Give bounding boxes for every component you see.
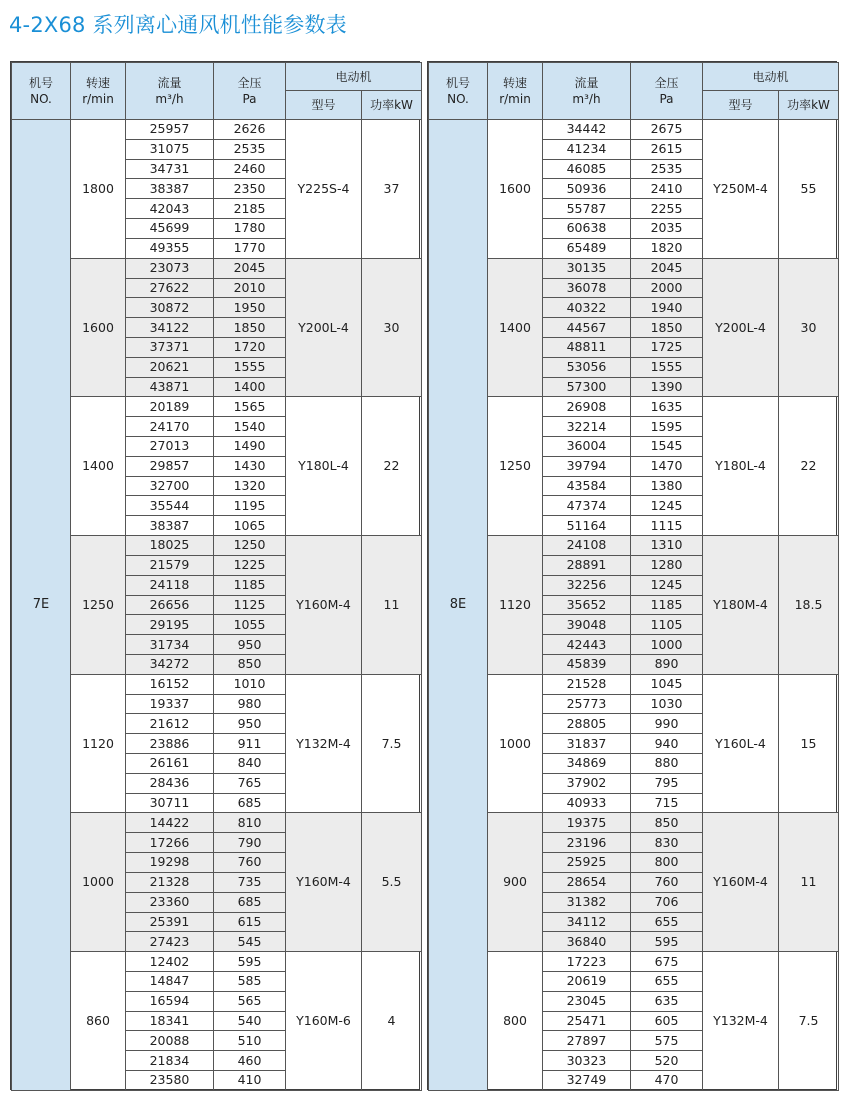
flow-cell: 16152 xyxy=(126,674,214,694)
header-machine-no: 机号 NO. xyxy=(12,63,71,120)
motor-model-cell: Y180M-4 xyxy=(703,536,779,675)
header-flow: 流量 m³/h xyxy=(543,63,631,120)
pressure-cell: 1725 xyxy=(631,337,703,357)
pressure-cell: 850 xyxy=(214,654,286,674)
flow-cell: 25391 xyxy=(126,912,214,932)
pressure-cell: 1280 xyxy=(631,555,703,575)
flow-cell: 32256 xyxy=(543,575,631,595)
pressure-cell: 2000 xyxy=(631,278,703,298)
pressure-cell: 1185 xyxy=(214,575,286,595)
flow-cell: 25925 xyxy=(543,853,631,873)
motor-model-cell: Y160M-4 xyxy=(703,813,779,952)
flow-cell: 21528 xyxy=(543,674,631,694)
flow-cell: 17266 xyxy=(126,833,214,853)
pressure-cell: 1555 xyxy=(631,357,703,377)
flow-cell: 26908 xyxy=(543,397,631,417)
table-row xyxy=(429,536,839,556)
flow-cell: 35544 xyxy=(126,496,214,516)
flow-cell: 23045 xyxy=(543,991,631,1011)
machine-no-cell: 8E xyxy=(429,120,488,1091)
pressure-cell: 2410 xyxy=(631,179,703,199)
flow-cell: 32749 xyxy=(543,1071,631,1091)
flow-cell: 34869 xyxy=(543,754,631,774)
pressure-cell: 470 xyxy=(631,1071,703,1091)
flow-cell: 35652 xyxy=(543,595,631,615)
pressure-cell: 460 xyxy=(214,1051,286,1071)
flow-cell: 43871 xyxy=(126,377,214,397)
speed-cell: 1600 xyxy=(71,258,126,397)
pressure-cell: 655 xyxy=(631,912,703,932)
motor-model-cell: Y132M-4 xyxy=(703,952,779,1091)
pressure-cell: 1000 xyxy=(631,635,703,655)
pressure-cell: 685 xyxy=(214,892,286,912)
pressure-cell: 800 xyxy=(631,853,703,873)
pressure-cell: 2255 xyxy=(631,199,703,219)
motor-power-cell: 15 xyxy=(779,674,839,813)
pressure-cell: 685 xyxy=(214,793,286,813)
header-motor: 电动机 xyxy=(286,63,422,91)
flow-cell: 34731 xyxy=(126,159,214,179)
speed-cell: 1120 xyxy=(488,536,543,675)
pressure-cell: 760 xyxy=(214,853,286,873)
pressure-cell: 990 xyxy=(631,714,703,734)
table-row xyxy=(429,952,839,972)
pressure-cell: 1380 xyxy=(631,476,703,496)
flow-cell: 36840 xyxy=(543,932,631,952)
flow-cell: 34272 xyxy=(126,654,214,674)
pressure-cell: 1030 xyxy=(631,694,703,714)
pressure-cell: 1245 xyxy=(631,496,703,516)
table-row xyxy=(429,120,839,140)
flow-cell: 18025 xyxy=(126,536,214,556)
pressure-cell: 1940 xyxy=(631,298,703,318)
flow-cell: 19337 xyxy=(126,694,214,714)
speed-cell: 1400 xyxy=(71,397,126,536)
flow-cell: 17223 xyxy=(543,952,631,972)
flow-cell: 60638 xyxy=(543,219,631,239)
motor-power-cell: 4 xyxy=(362,952,422,1091)
header-motor: 电动机 xyxy=(703,63,839,91)
pressure-cell: 1770 xyxy=(214,238,286,258)
motor-model-cell: Y160L-4 xyxy=(703,674,779,813)
pressure-cell: 850 xyxy=(631,813,703,833)
motor-model-cell: Y180L-4 xyxy=(703,397,779,536)
motor-power-cell: 18.5 xyxy=(779,536,839,675)
flow-cell: 30872 xyxy=(126,298,214,318)
flow-cell: 14847 xyxy=(126,971,214,991)
table-row xyxy=(12,952,422,972)
pressure-cell: 1565 xyxy=(214,397,286,417)
flow-cell: 28891 xyxy=(543,555,631,575)
motor-model-cell: Y200L-4 xyxy=(286,258,362,397)
pressure-cell: 1320 xyxy=(214,476,286,496)
header-pressure: 全压 Pa xyxy=(214,63,286,120)
pressure-cell: 1105 xyxy=(631,615,703,635)
motor-power-cell: 55 xyxy=(779,120,839,259)
flow-cell: 34122 xyxy=(126,318,214,338)
pressure-cell: 715 xyxy=(631,793,703,813)
flow-cell: 48811 xyxy=(543,337,631,357)
pressure-cell: 1225 xyxy=(214,555,286,575)
pressure-cell: 1115 xyxy=(631,516,703,536)
pressure-cell: 1720 xyxy=(214,337,286,357)
pressure-cell: 810 xyxy=(214,813,286,833)
pressure-cell: 706 xyxy=(631,892,703,912)
speed-cell: 1800 xyxy=(71,120,126,259)
pressure-cell: 1780 xyxy=(214,219,286,239)
flow-cell: 44567 xyxy=(543,318,631,338)
flow-cell: 55787 xyxy=(543,199,631,219)
motor-model-cell: Y200L-4 xyxy=(703,258,779,397)
flow-cell: 25957 xyxy=(126,120,214,140)
pressure-cell: 1125 xyxy=(214,595,286,615)
pressure-cell: 980 xyxy=(214,694,286,714)
flow-cell: 32700 xyxy=(126,476,214,496)
flow-cell: 53056 xyxy=(543,357,631,377)
flow-cell: 36004 xyxy=(543,437,631,457)
motor-power-cell: 11 xyxy=(362,536,422,675)
pressure-cell: 2535 xyxy=(631,159,703,179)
table-row xyxy=(12,258,422,278)
pressure-cell: 2460 xyxy=(214,159,286,179)
header-pressure: 全压 Pa xyxy=(631,63,703,120)
flow-cell: 30711 xyxy=(126,793,214,813)
flow-cell: 24108 xyxy=(543,536,631,556)
pressure-cell: 1595 xyxy=(631,417,703,437)
table-row xyxy=(429,813,839,833)
flow-cell: 28436 xyxy=(126,773,214,793)
pressure-cell: 585 xyxy=(214,971,286,991)
flow-cell: 38387 xyxy=(126,179,214,199)
table-row xyxy=(429,397,839,417)
pressure-cell: 510 xyxy=(214,1031,286,1051)
pressure-cell: 2035 xyxy=(631,219,703,239)
pressure-cell: 635 xyxy=(631,991,703,1011)
pressure-cell: 1555 xyxy=(214,357,286,377)
machine-no-cell: 7E xyxy=(12,120,71,1091)
motor-power-cell: 37 xyxy=(362,120,422,259)
pressure-cell: 890 xyxy=(631,654,703,674)
pressure-cell: 520 xyxy=(631,1051,703,1071)
flow-cell: 24170 xyxy=(126,417,214,437)
pressure-cell: 911 xyxy=(214,734,286,754)
pressure-cell: 950 xyxy=(214,635,286,655)
pressure-cell: 1635 xyxy=(631,397,703,417)
motor-power-cell: 22 xyxy=(779,397,839,536)
pressure-cell: 940 xyxy=(631,734,703,754)
motor-model-cell: Y180L-4 xyxy=(286,397,362,536)
flow-cell: 19375 xyxy=(543,813,631,833)
pressure-cell: 2626 xyxy=(214,120,286,140)
pressure-cell: 1470 xyxy=(631,456,703,476)
flow-cell: 31382 xyxy=(543,892,631,912)
flow-cell: 21834 xyxy=(126,1051,214,1071)
pressure-cell: 1195 xyxy=(214,496,286,516)
flow-cell: 25471 xyxy=(543,1011,631,1031)
pressure-cell: 1820 xyxy=(631,238,703,258)
pressure-cell: 540 xyxy=(214,1011,286,1031)
flow-cell: 21612 xyxy=(126,714,214,734)
pressure-cell: 1545 xyxy=(631,437,703,457)
header-flow: 流量 m³/h xyxy=(126,63,214,120)
speed-cell: 860 xyxy=(71,952,126,1091)
pressure-cell: 830 xyxy=(631,833,703,853)
pressure-cell: 655 xyxy=(631,971,703,991)
pressure-cell: 2045 xyxy=(631,258,703,278)
flow-cell: 29195 xyxy=(126,615,214,635)
pressure-cell: 880 xyxy=(631,754,703,774)
pressure-cell: 1850 xyxy=(214,318,286,338)
header-speed: 转速 r/min xyxy=(71,63,126,120)
speed-cell: 1120 xyxy=(71,674,126,813)
flow-cell: 28654 xyxy=(543,872,631,892)
flow-cell: 46085 xyxy=(543,159,631,179)
pressure-cell: 735 xyxy=(214,872,286,892)
flow-cell: 23886 xyxy=(126,734,214,754)
motor-power-cell: 11 xyxy=(779,813,839,952)
performance-table xyxy=(11,62,422,1091)
pressure-cell: 2675 xyxy=(631,120,703,140)
speed-cell: 1000 xyxy=(71,813,126,952)
pressure-cell: 1245 xyxy=(631,575,703,595)
pressure-cell: 1310 xyxy=(631,536,703,556)
motor-model-cell: Y160M-6 xyxy=(286,952,362,1091)
flow-cell: 40322 xyxy=(543,298,631,318)
flow-cell: 37371 xyxy=(126,337,214,357)
motor-model-cell: Y132M-4 xyxy=(286,674,362,813)
pressure-cell: 840 xyxy=(214,754,286,774)
flow-cell: 20189 xyxy=(126,397,214,417)
fan-table-right xyxy=(427,61,837,1090)
table-row xyxy=(12,674,422,694)
flow-cell: 42443 xyxy=(543,635,631,655)
flow-cell: 30135 xyxy=(543,258,631,278)
pressure-cell: 575 xyxy=(631,1031,703,1051)
flow-cell: 51164 xyxy=(543,516,631,536)
pressure-cell: 595 xyxy=(214,952,286,972)
flow-cell: 57300 xyxy=(543,377,631,397)
pressure-cell: 1400 xyxy=(214,377,286,397)
speed-cell: 1250 xyxy=(488,397,543,536)
pressure-cell: 2615 xyxy=(631,139,703,159)
flow-cell: 39048 xyxy=(543,615,631,635)
flow-cell: 65489 xyxy=(543,238,631,258)
motor-power-cell: 7.5 xyxy=(362,674,422,813)
flow-cell: 31837 xyxy=(543,734,631,754)
pressure-cell: 1055 xyxy=(214,615,286,635)
performance-table xyxy=(428,62,839,1091)
flow-cell: 31075 xyxy=(126,139,214,159)
pressure-cell: 1950 xyxy=(214,298,286,318)
speed-cell: 1000 xyxy=(488,674,543,813)
table-row xyxy=(429,258,839,278)
pressure-cell: 1390 xyxy=(631,377,703,397)
pressure-cell: 1185 xyxy=(631,595,703,615)
flow-cell: 40933 xyxy=(543,793,631,813)
flow-cell: 31734 xyxy=(126,635,214,655)
flow-cell: 23073 xyxy=(126,258,214,278)
pressure-cell: 795 xyxy=(631,773,703,793)
pressure-cell: 1250 xyxy=(214,536,286,556)
pressure-cell: 1430 xyxy=(214,456,286,476)
header-model: 型号 xyxy=(703,91,779,120)
flow-cell: 26656 xyxy=(126,595,214,615)
flow-cell: 12402 xyxy=(126,952,214,972)
flow-cell: 20619 xyxy=(543,971,631,991)
pressure-cell: 760 xyxy=(631,872,703,892)
pressure-cell: 1010 xyxy=(214,674,286,694)
pressure-cell: 410 xyxy=(214,1071,286,1091)
pressure-cell: 1540 xyxy=(214,417,286,437)
flow-cell: 28805 xyxy=(543,714,631,734)
flow-cell: 23196 xyxy=(543,833,631,853)
flow-cell: 16594 xyxy=(126,991,214,1011)
header-power: 功率kW xyxy=(779,91,839,120)
flow-cell: 37902 xyxy=(543,773,631,793)
pressure-cell: 595 xyxy=(631,932,703,952)
pressure-cell: 675 xyxy=(631,952,703,972)
table-row xyxy=(12,536,422,556)
motor-model-cell: Y250M-4 xyxy=(703,120,779,259)
flow-cell: 26161 xyxy=(126,754,214,774)
flow-cell: 42043 xyxy=(126,199,214,219)
pressure-cell: 1045 xyxy=(631,674,703,694)
flow-cell: 21328 xyxy=(126,872,214,892)
flow-cell: 32214 xyxy=(543,417,631,437)
pressure-cell: 2350 xyxy=(214,179,286,199)
table-row xyxy=(12,397,422,417)
speed-cell: 1250 xyxy=(71,536,126,675)
flow-cell: 27897 xyxy=(543,1031,631,1051)
motor-power-cell: 30 xyxy=(362,258,422,397)
motor-power-cell: 5.5 xyxy=(362,813,422,952)
flow-cell: 18341 xyxy=(126,1011,214,1031)
flow-cell: 47374 xyxy=(543,496,631,516)
pressure-cell: 2535 xyxy=(214,139,286,159)
speed-cell: 900 xyxy=(488,813,543,952)
pressure-cell: 950 xyxy=(214,714,286,734)
flow-cell: 49355 xyxy=(126,238,214,258)
table-row xyxy=(12,813,422,833)
flow-cell: 27622 xyxy=(126,278,214,298)
motor-power-cell: 7.5 xyxy=(779,952,839,1091)
speed-cell: 1600 xyxy=(488,120,543,259)
flow-cell: 25773 xyxy=(543,694,631,714)
flow-cell: 27013 xyxy=(126,437,214,457)
flow-cell: 23580 xyxy=(126,1071,214,1091)
flow-cell: 20621 xyxy=(126,357,214,377)
flow-cell: 34112 xyxy=(543,912,631,932)
flow-cell: 29857 xyxy=(126,456,214,476)
pressure-cell: 2185 xyxy=(214,199,286,219)
flow-cell: 21579 xyxy=(126,555,214,575)
flow-cell: 14422 xyxy=(126,813,214,833)
pressure-cell: 1850 xyxy=(631,318,703,338)
motor-model-cell: Y160M-4 xyxy=(286,813,362,952)
flow-cell: 34442 xyxy=(543,120,631,140)
flow-cell: 45839 xyxy=(543,654,631,674)
flow-cell: 24118 xyxy=(126,575,214,595)
flow-cell: 27423 xyxy=(126,932,214,952)
pressure-cell: 765 xyxy=(214,773,286,793)
flow-cell: 45699 xyxy=(126,219,214,239)
header-power: 功率kW xyxy=(362,91,422,120)
flow-cell: 36078 xyxy=(543,278,631,298)
fan-table-left xyxy=(10,61,420,1090)
pressure-cell: 615 xyxy=(214,912,286,932)
header-speed: 转速 r/min xyxy=(488,63,543,120)
table-row xyxy=(429,674,839,694)
pressure-cell: 565 xyxy=(214,991,286,1011)
flow-cell: 23360 xyxy=(126,892,214,912)
pressure-cell: 605 xyxy=(631,1011,703,1031)
speed-cell: 800 xyxy=(488,952,543,1091)
pressure-cell: 790 xyxy=(214,833,286,853)
pressure-cell: 1490 xyxy=(214,437,286,457)
motor-model-cell: Y225S-4 xyxy=(286,120,362,259)
flow-cell: 50936 xyxy=(543,179,631,199)
motor-power-cell: 30 xyxy=(779,258,839,397)
flow-cell: 20088 xyxy=(126,1031,214,1051)
motor-model-cell: Y160M-4 xyxy=(286,536,362,675)
motor-power-cell: 22 xyxy=(362,397,422,536)
pressure-cell: 545 xyxy=(214,932,286,952)
flow-cell: 43584 xyxy=(543,476,631,496)
flow-cell: 30323 xyxy=(543,1051,631,1071)
header-machine-no: 机号 NO. xyxy=(429,63,488,120)
speed-cell: 1400 xyxy=(488,258,543,397)
flow-cell: 19298 xyxy=(126,853,214,873)
header-model: 型号 xyxy=(286,91,362,120)
flow-cell: 41234 xyxy=(543,139,631,159)
pressure-cell: 1065 xyxy=(214,516,286,536)
pressure-cell: 2045 xyxy=(214,258,286,278)
pressure-cell: 2010 xyxy=(214,278,286,298)
table-row xyxy=(12,120,422,140)
page-title: 4-2X68 系列离心通风机性能参数表 xyxy=(9,13,347,37)
flow-cell: 38387 xyxy=(126,516,214,536)
flow-cell: 39794 xyxy=(543,456,631,476)
